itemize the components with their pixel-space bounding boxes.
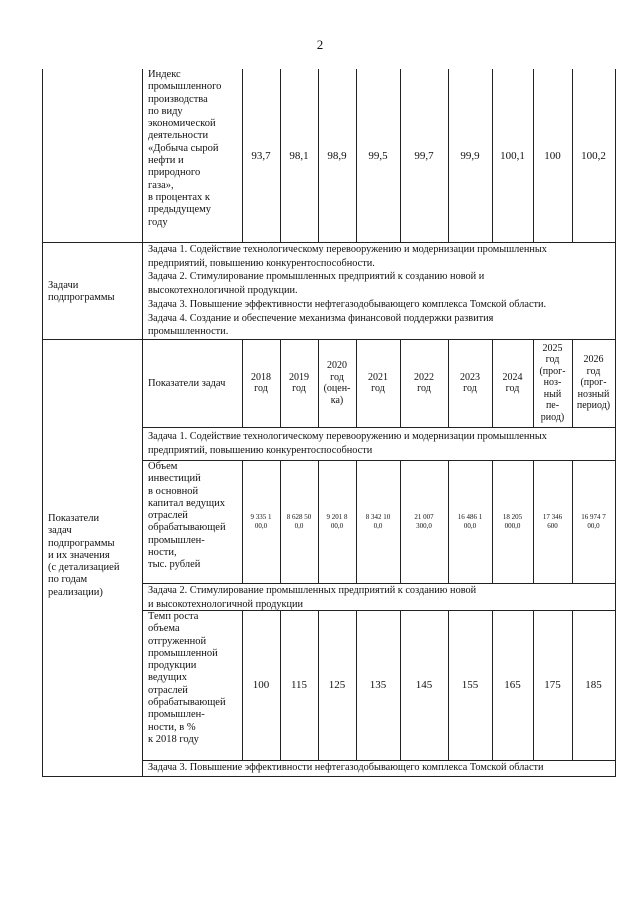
investment-value — [400, 460, 448, 583]
year-header — [318, 339, 356, 427]
task2-heading-line: Задача 2. Стимулирование промышленных предприятий к созданию новой — [148, 585, 477, 596]
growth-label-line: Темп роста — [148, 611, 199, 622]
indicators-section-label-line: задач — [48, 525, 72, 537]
investments-label-line: обрабатывающей — [148, 522, 226, 534]
value-cell: 100,1 — [500, 149, 525, 162]
year-header-line: год — [371, 383, 385, 394]
investment-value-line: 17 346 — [542, 512, 563, 521]
year-header-line: год — [586, 365, 601, 377]
task-text-line: высокотехнологичной продукции. — [148, 285, 298, 297]
investment-value — [356, 460, 400, 583]
indicators-section-label — [48, 513, 140, 599]
column-divider — [280, 69, 281, 242]
year-header-line: пе- — [545, 400, 560, 412]
year-header-line: 2018 — [251, 371, 271, 383]
top-indicator-label-line: газа», — [148, 179, 174, 191]
top-indicator-label — [148, 69, 243, 229]
indicators-section-label-line: по годам — [48, 574, 88, 586]
column-divider — [448, 610, 449, 760]
year-header-line: год — [417, 383, 431, 394]
investments-label-line: промышлен- — [148, 534, 205, 546]
year-header-line: (прог- — [580, 377, 607, 389]
column-divider — [280, 460, 281, 583]
value-cell: 99,7 — [414, 149, 434, 162]
year-header-line: 2021 — [368, 371, 388, 383]
year-header-line: период) — [576, 400, 611, 412]
investment-value-line: 300,0 — [416, 521, 432, 530]
investments-label-line: в основной — [148, 485, 199, 497]
column-divider — [356, 460, 357, 583]
column-divider — [242, 610, 243, 760]
task1-heading-line: предприятий, повышению конкурентоспособности — [148, 444, 373, 456]
investments-label-line: отраслей — [148, 510, 188, 522]
column-divider — [400, 610, 401, 760]
year-header-line: ка) — [330, 394, 344, 406]
value-cell: 98,1 — [289, 149, 309, 162]
growth-label-line: продукции — [148, 660, 197, 672]
column-divider — [242, 69, 243, 242]
year-header-line: 2026 — [583, 354, 604, 366]
column-divider — [492, 69, 493, 242]
investment-value — [572, 460, 615, 583]
column-divider — [448, 69, 449, 242]
value-cell: 98,9 — [327, 149, 347, 162]
tasks-section-label-line: подпрограммы — [48, 292, 115, 304]
year-header — [242, 339, 280, 427]
year-header-line: год — [254, 383, 268, 394]
column-divider — [318, 460, 319, 583]
growth-value: 155 — [461, 679, 479, 691]
column-divider — [400, 69, 401, 242]
year-header — [400, 339, 448, 427]
task-text-line: Задача 3. Повышение эффективности нефтегазодобывающего комплекса Томской области. — [148, 298, 547, 310]
row-divider — [142, 583, 616, 584]
column-divider — [572, 69, 573, 242]
investment-value-line: 18 205 — [502, 512, 523, 521]
value-cell: 99,9 — [460, 149, 480, 162]
year-header-line: год — [545, 354, 560, 366]
investments-label-line: инвестиций — [148, 473, 201, 485]
column-divider — [356, 610, 357, 760]
investment-value-line: 0,0 — [373, 521, 383, 530]
top-indicator-label-line: промышленного — [148, 81, 222, 93]
growth-value: 115 — [290, 679, 308, 691]
growth-label-line: промышлен- — [148, 709, 205, 721]
column-divider — [572, 460, 573, 583]
year-header — [448, 339, 492, 427]
growth-value: 145 — [415, 679, 433, 691]
growth-value: 125 — [328, 679, 346, 691]
task1-heading — [148, 430, 618, 457]
year-header-line: 2024 — [502, 371, 523, 383]
growth-label — [148, 611, 243, 746]
column-divider — [492, 460, 493, 583]
investment-value — [533, 460, 572, 583]
growth-label-line: промышленной — [148, 647, 218, 659]
investments-label-line: капитал ведущих — [148, 497, 226, 509]
year-header-line: 2022 — [414, 371, 434, 383]
investment-value-line: 21 007 — [414, 512, 434, 521]
investment-value — [280, 460, 318, 583]
year-header-line: 2020 — [327, 360, 347, 371]
investment-value — [448, 460, 492, 583]
column-divider — [533, 460, 534, 583]
investments-label-line: тыс. рублей — [148, 559, 201, 571]
indicators-section-label-line: реализации) — [48, 586, 103, 598]
column-divider — [318, 339, 319, 427]
growth-value: 135 — [369, 679, 387, 691]
indicators-section-label-line: (с детализацией — [48, 562, 120, 574]
investment-value-line: 8 628 50 — [286, 512, 312, 521]
value-cell: 93,7 — [251, 149, 271, 162]
year-header-line: 2019 — [289, 371, 309, 383]
top-indicator-label-line: Индекс — [148, 69, 181, 80]
growth-label-line: объема — [148, 623, 180, 635]
task2-heading — [148, 584, 618, 611]
column-divider — [448, 460, 449, 583]
table-border-bottom — [42, 776, 616, 777]
growth-value: 100 — [252, 679, 270, 691]
year-header-line: год — [330, 371, 344, 383]
investment-value-line: 9 201 8 — [326, 512, 348, 521]
column-divider — [356, 339, 357, 427]
page-number: 2 — [316, 37, 324, 52]
indicators-section-label-line: и их значения — [48, 549, 110, 561]
year-header — [356, 339, 400, 427]
year-header — [533, 339, 572, 427]
column-divider — [318, 69, 319, 242]
investment-value-line: 9 335 1 — [250, 512, 272, 521]
year-header — [280, 339, 318, 427]
year-header-line: 2023 — [460, 371, 480, 383]
passport-table — [42, 69, 616, 777]
year-header-line: риод) — [540, 411, 565, 423]
top-indicator-label-line: деятельности — [148, 130, 209, 142]
growth-label-line: ности, в % — [148, 721, 196, 733]
value-cell: 100 — [544, 149, 561, 162]
task-text-line: Задача 1. Содействие технологическому перевооружению и модернизации промышленных — [148, 244, 547, 255]
investment-value-line: 8 342 10 — [365, 512, 391, 521]
investment-value — [242, 460, 280, 583]
row-divider — [142, 610, 616, 611]
top-indicator-label-line: нефти и — [148, 155, 184, 167]
investments-label-line: Объем — [148, 461, 178, 472]
top-indicator-label-line: в процентах к — [148, 191, 210, 203]
year-header-line: ноз- — [543, 377, 562, 389]
table-border-right — [615, 69, 616, 777]
investment-value-line: 000,0 — [504, 521, 521, 530]
column-divider — [492, 339, 493, 427]
year-header-line: (прог- — [539, 365, 566, 377]
column-divider — [492, 610, 493, 760]
column-divider — [242, 460, 243, 583]
top-indicator-label-line: году — [148, 216, 168, 228]
task-text-line: Задача 2. Стимулирование промышленных предприятий к созданию новой и — [148, 271, 485, 283]
top-indicator-label-line: предыдущему — [148, 204, 212, 216]
investments-label — [148, 461, 243, 572]
column-divider — [280, 339, 281, 427]
year-header-line: год — [505, 383, 520, 394]
column-divider — [280, 610, 281, 760]
year-header-line: 2025 — [542, 342, 563, 354]
growth-label-line: к 2018 году — [148, 733, 199, 745]
growth-label-line: ведущих — [148, 672, 187, 684]
indicators-section-label-line: Показатели — [48, 513, 100, 524]
task-text-line: предприятий, повышению конкурентоспособности. — [148, 257, 375, 269]
task1-heading-line: Задача 1. Содействие технологическому перевооружению и модернизации промышленных — [148, 431, 547, 442]
row-divider — [142, 760, 616, 761]
top-indicator-label-line: экономической — [148, 118, 216, 130]
column-divider — [356, 69, 357, 242]
year-header-line: (оцен- — [323, 383, 351, 394]
investment-value — [318, 460, 356, 583]
year-header-line: год — [292, 383, 306, 394]
investment-value-line: 0,0 — [294, 521, 304, 530]
task-text-line: промышленности. — [148, 326, 229, 338]
row-divider — [142, 427, 616, 428]
investment-value — [492, 460, 533, 583]
value-cell: 100,2 — [581, 149, 606, 162]
column-divider — [533, 610, 534, 760]
task2-heading-line: и высокотехнологичной продукции — [148, 598, 304, 610]
column-divider — [572, 610, 573, 760]
column-divider — [448, 339, 449, 427]
growth-value: 175 — [544, 679, 561, 691]
investment-value-line: 00,0 — [587, 521, 600, 530]
investment-value-line: 16 974 7 — [581, 512, 606, 521]
top-indicator-label-line: по виду — [148, 105, 183, 117]
tasks-section-label-line: Задачи — [48, 280, 79, 291]
top-indicator-label-line: «Добыча сырой — [148, 142, 219, 154]
column-divider — [572, 339, 573, 427]
indicators-header-label: Показатели задач — [148, 377, 226, 389]
year-header — [492, 339, 533, 427]
value-cell: 99,5 — [368, 149, 388, 162]
year-header — [572, 339, 615, 427]
row-divider — [142, 460, 616, 461]
year-header-line: ный — [543, 388, 562, 400]
column-divider — [318, 610, 319, 760]
top-indicator-label-line: природного — [148, 167, 201, 179]
year-header-line: нозный — [577, 388, 610, 400]
tasks-list — [148, 243, 618, 339]
column-divider — [400, 339, 401, 427]
growth-label-line: отгруженной — [148, 635, 207, 647]
top-indicator-label-line: производства — [148, 93, 208, 105]
column-divider — [400, 460, 401, 583]
investment-value-line: 00,0 — [463, 521, 477, 530]
investment-value-line: 600 — [547, 521, 558, 530]
indicators-section-label-line: подпрограммы — [48, 537, 115, 549]
column-divider — [242, 339, 243, 427]
column-divider — [533, 69, 534, 242]
growth-label-line: отраслей — [148, 684, 188, 696]
investments-label-line: ности, — [148, 547, 177, 559]
tasks-section-label — [48, 280, 138, 305]
investment-value-line: 00,0 — [330, 521, 344, 530]
task3-heading: Задача 3. Повышение эффективности нефтегазодобывающего комплекса Томской области — [148, 762, 544, 773]
column-divider — [533, 339, 534, 427]
task-text-line: Задача 4. Создание и обеспечение механизма финансовой поддержки развития — [148, 312, 494, 324]
growth-value: 165 — [504, 679, 521, 691]
year-header-line: год — [463, 383, 477, 394]
growth-label-line: обрабатывающей — [148, 697, 226, 709]
table-border-left — [42, 69, 43, 777]
investment-value-line: 00,0 — [254, 521, 268, 530]
growth-value: 185 — [585, 679, 602, 691]
investment-value-line: 16 486 1 — [457, 512, 483, 521]
